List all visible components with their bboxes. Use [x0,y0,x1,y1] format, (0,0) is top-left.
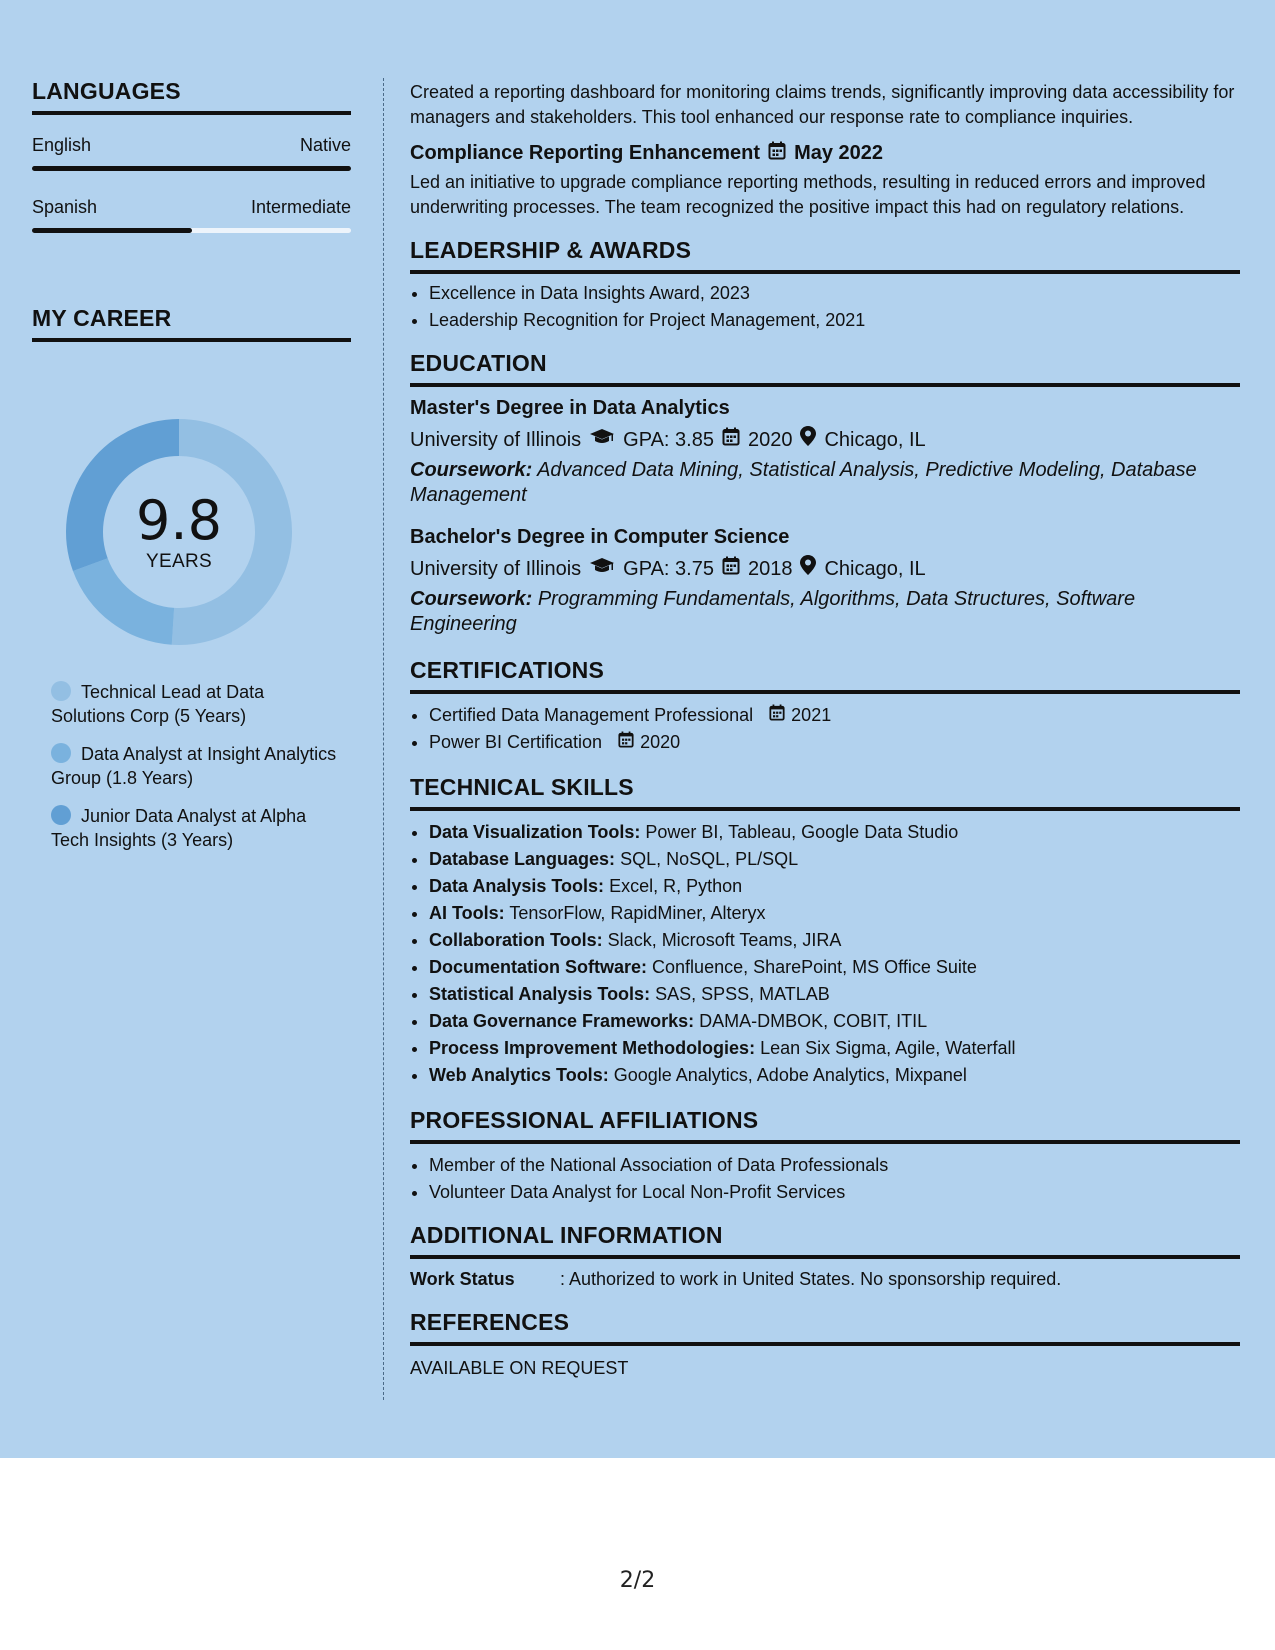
skill-values: Confluence, SharePoint, MS Office Suite [652,957,977,977]
references-text: AVAILABLE ON REQUEST [410,1358,629,1378]
language-proficiency-fill [32,228,192,233]
education-meta [410,426,1240,453]
skill-item [429,954,1240,981]
legend-item [51,742,341,790]
legend-dot [51,743,71,763]
language-item [32,197,351,233]
skill-values: Google Analytics, Adobe Analytics, Mixpanel [613,1065,967,1085]
language-proficiency-fill [32,166,351,171]
coursework [410,458,1240,508]
skill-values: Excel, R, Python [609,876,743,896]
skills-heading: TECHNICAL SKILLS [410,774,1240,811]
education-item [410,395,1240,508]
calendar-icon [769,702,785,729]
languages-heading: LANGUAGES [32,78,351,115]
skill-item [429,873,1240,900]
page-number: 2/2 [619,1568,656,1593]
language-proficiency-bar [32,228,351,233]
project-date: May 2022 [794,142,884,164]
references-heading: REFERENCES [410,1309,1240,1346]
education-item [410,524,1240,637]
skill-item [429,846,1240,873]
skill-category: Collaboration Tools: [429,930,603,950]
project-title: Compliance Reporting Enhancement [410,142,761,164]
skills-list [410,819,1240,1089]
skill-category: Database Languages: [429,849,616,869]
location-pin-icon [800,555,816,582]
project-intro: Created a reporting dashboard for monitoring claims trends, significantly improving data accessibility for managers and stakeholders. This tool enhanced our response rate to compliance inquiries. [410,82,1235,127]
skill-item [429,1062,1240,1089]
certification-year: 2020 [640,732,681,752]
work-status-row [410,1267,1240,1291]
skill-category: Web Analytics Tools: [429,1065,609,1085]
coursework-list: Advanced Data Mining, Statistical Analysis, Predictive Modeling, Database Management [410,459,1197,506]
career-total [66,489,292,573]
legend-dot [51,805,71,825]
certification-name: • Certified Data Management Professional [429,705,754,725]
calendar-icon [768,141,786,166]
graduation-cap-icon [589,556,615,582]
legend-item [51,804,341,852]
skill-item [429,927,1240,954]
school-location: Chicago, IL [824,557,926,580]
skill-category: Data Analysis Tools: [429,876,605,896]
affiliations-heading: PROFESSIONAL AFFILIATIONS [410,1107,1240,1144]
language-level: Intermediate [250,197,351,217]
school-location: Chicago, IL [824,428,926,451]
legend-label: Data Analyst at Insight Analytics Group (1.8 Years) [51,744,337,788]
education-meta [410,555,1240,582]
certification-year: 2021 [791,705,832,725]
skill-values: SAS, SPSS, MATLAB [655,984,830,1004]
affiliations-list [410,1152,1240,1206]
skill-item [429,819,1240,846]
skill-item [429,981,1240,1008]
language-item [32,135,351,171]
legend-label: Junior Data Analyst at Alpha Tech Insights (3 Years) [51,806,307,850]
location-pin-icon [800,426,816,453]
leadership-list [410,280,1240,334]
degree-title: Master's Degree in Data Analytics [410,397,730,419]
career-total-unit: YEARS [146,551,212,572]
school-name: University of Illinois [410,428,582,451]
coursework-list: Programming Fundamentals, Algorithms, Data Structures, Software Engineering [410,588,1136,635]
skill-category: AI Tools: [429,903,505,923]
leadership-heading: LEADERSHIP & AWARDS [410,237,1240,274]
coursework-label: Coursework: [410,459,533,481]
coursework [410,587,1240,637]
career-heading: MY CAREER [32,305,351,342]
skill-item [429,1035,1240,1062]
calendar-icon [722,556,740,582]
school-name: University of Illinois [410,557,582,580]
certifications-heading: CERTIFICATIONS [410,657,1240,694]
graduation-year: 2020 [747,428,793,451]
certification-item [429,729,1240,756]
skill-values: TensorFlow, RapidMiner, Alteryx [509,903,766,923]
language-name: English [32,135,92,155]
skill-item [429,1008,1240,1035]
calendar-icon [722,427,740,453]
skill-values: Slack, Microsoft Teams, JIRA [607,930,842,950]
skill-values: SQL, NoSQL, PL/SQL [620,849,799,869]
skill-category: Process Improvement Methodologies: [429,1038,756,1058]
skill-values: Power BI, Tableau, Google Data Studio [645,822,959,842]
certification-name: • Power BI Certification [429,732,603,752]
language-level: Native [299,135,351,155]
legend-item [51,680,341,728]
certification-item [429,702,1240,729]
leadership-item: • Excellence in Data Insights Award, 2023 [429,280,1240,307]
degree-title: Bachelor's Degree in Computer Science [410,526,790,548]
skill-values: DAMA-DMBOK, COBIT, ITIL [699,1011,928,1031]
skill-category: Data Visualization Tools: [429,822,641,842]
project-title-row [410,141,1240,166]
graduation-cap-icon [589,427,615,453]
education-heading: EDUCATION [410,350,1240,387]
language-proficiency-bar [32,166,351,171]
project-description: Led an initiative to upgrade compliance reporting methods, resulting in reduced errors and improved underwriting processes. The team recognized the positive impact this had on regulatory relations. [410,172,1206,217]
gpa: GPA: 3.85 [623,428,714,451]
work-status-value: : Authorized to work in United States. No sponsorship required. [560,1269,1062,1289]
skill-category: Data Governance Frameworks: [429,1011,695,1031]
coursework-label: Coursework: [410,588,533,610]
skill-category: Statistical Analysis Tools: [429,984,651,1004]
affiliation-item: • Volunteer Data Analyst for Local Non-Profit Services [429,1179,1240,1206]
work-status-label: Work Status [410,1269,515,1289]
column-divider [383,78,384,1400]
career-legend [51,680,341,866]
certifications-list [410,702,1240,756]
affiliation-item: • Member of the National Association of Data Professionals [429,1152,1240,1179]
legend-label: Technical Lead at Data Solutions Corp (5 Years) [51,682,265,726]
legend-dot [51,681,71,701]
career-total-value: 9.8 [136,489,222,552]
left-column [32,78,351,342]
skill-category: Documentation Software: [429,957,648,977]
graduation-year: 2018 [747,557,793,580]
additional-info-heading: ADDITIONAL INFORMATION [410,1222,1240,1259]
gpa: GPA: 3.75 [623,557,714,580]
leadership-item: • Leadership Recognition for Project Management, 2021 [429,307,1240,334]
skill-values: Lean Six Sigma, Agile, Waterfall [760,1038,1016,1058]
calendar-icon [618,729,634,756]
skill-item [429,900,1240,927]
right-column [410,80,1240,1379]
language-name: Spanish [32,197,98,217]
